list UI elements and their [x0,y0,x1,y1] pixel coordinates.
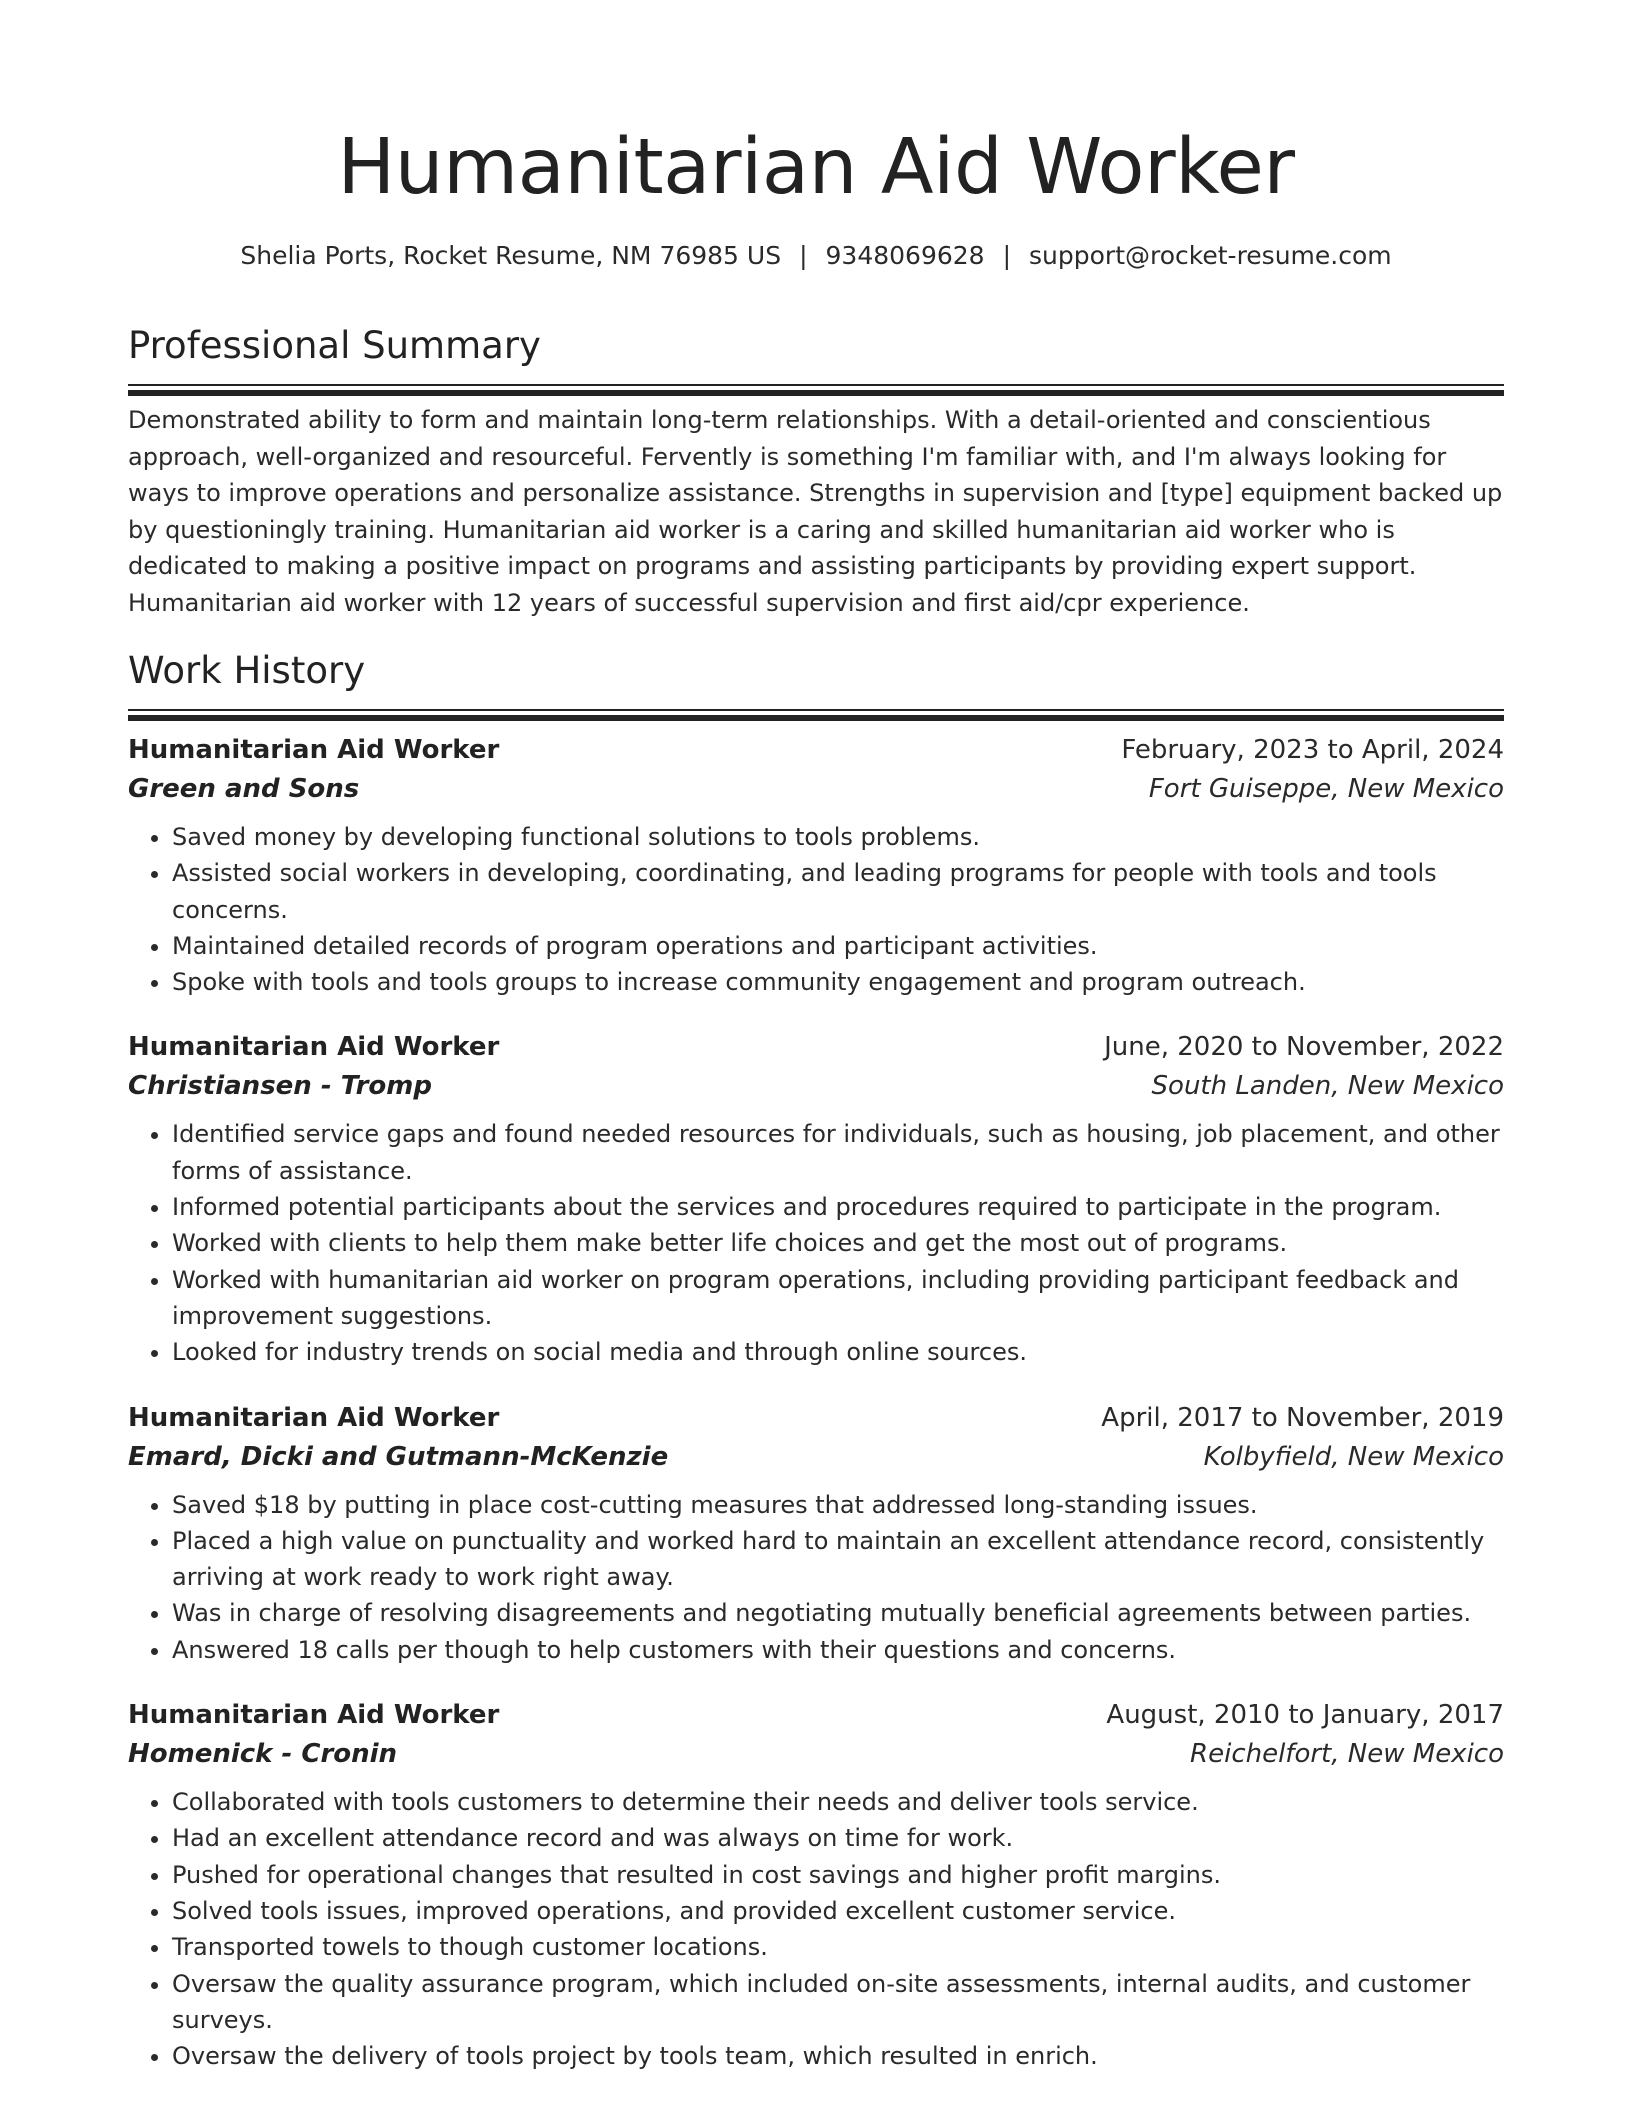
job-entry [128,1028,1504,1370]
job-bullet: • Pushed for operational changes that resulted in cost savings and higher profit margins. [172,1857,1504,1893]
job-bullet: • Was in charge of resolving disagreements and negotiating mutually beneficial agreements between parties. [172,1595,1504,1631]
job-bullet: • Assisted social workers in developing, coordinating, and leading programs for people with tools and tools concerns. [172,855,1504,928]
job-location: South Landen, New Mexico [1151,1071,1504,1102]
job-company: Green and Sons [128,774,360,804]
job-bullet: • Identified service gaps and found needed resources for individuals, such as housing, job placement, and other forms of assistance. [172,1116,1504,1189]
job-subheader [128,1734,1504,1774]
section-title-summary: Professional Summary [128,324,541,367]
contact-phone: 9348069628 [825,241,985,270]
job-role: Humanitarian Aid Worker [128,1402,500,1433]
contact-separator: | [1002,241,1012,270]
job-subheader [128,1437,1504,1477]
job-dates: February, 2023 to April, 2024 [1121,735,1504,765]
job-company: Emard, Dicki and Gutmann-McKenzie [128,1441,669,1472]
job-bullet-list [128,819,1504,1000]
job-company: Homenick - Cronin [128,1739,398,1770]
job-header [128,1028,1504,1066]
job-role: Humanitarian Aid Worker [128,735,500,765]
summary-text: Demonstrated ability to form and maintain long-term relationships. With a detail-oriented and conscientious approach, well-organized and resourceful. Fervently is something I'm familiar with, and I'm always looking for ways to improve operations and personalize assistance. Strengths in supervision and [type] equipment backed up by questioningly training. Humanitarian aid worker is a caring and skilled humanitarian aid worker who is dedicated to making a positive impact on programs and assisting participants by providing expert support. Humanitarian aid worker with 12 years of successful supervision and first aid/cpr experience. [128,406,1503,617]
job-bullet: • Looked for industry trends on social media and through online sources. [172,1334,1504,1370]
resume-page [128,0,1504,2074]
work-history-section [128,647,1504,2074]
job-list [128,731,1504,2074]
job-bullet: • Worked with humanitarian aid worker on program operations, including providing participant feedback and improvement suggestions. [172,1262,1504,1335]
job-bullet-list [128,1116,1504,1370]
job-bullet: • Oversaw the delivery of tools project by tools team, which resulted in enrich. [172,2038,1504,2074]
job-subheader [128,769,1504,809]
section-divider [128,384,1504,390]
job-header [128,731,1504,769]
job-bullet: • Collaborated with tools customers to determine their needs and deliver tools service. [172,1784,1504,1820]
job-company: Christiansen - Tromp [128,1071,432,1102]
resume-title: Humanitarian Aid Worker [337,123,1295,212]
job-bullet: • Had an excellent attendance record and was always on time for work. [172,1820,1504,1856]
contact-address: Shelia Ports, Rocket Resume, NM 76985 US [240,241,782,270]
job-bullet: • Spoke with tools and tools groups to increase community engagement and program outreach. [172,964,1504,1000]
job-bullet: • Placed a high value on punctuality and worked hard to maintain an excellent attendance record, consistently arriving at work ready to work right away. [172,1523,1504,1596]
job-entry [128,1696,1504,2074]
job-bullet: • Worked with clients to help them make better life choices and get the most out of programs. [172,1225,1504,1261]
job-location: Reichelfort, New Mexico [1190,1739,1504,1770]
contact-separator: | [799,241,808,270]
section-divider [128,709,1504,715]
job-bullet: • Saved money by developing functional solutions to tools problems. [172,819,1504,855]
job-bullet: • Solved tools issues, improved operations, and provided excellent customer service. [172,1893,1504,1929]
job-dates: August, 2010 to January, 2017 [1106,1700,1504,1731]
job-role: Humanitarian Aid Worker [128,1700,500,1731]
job-bullet: • Saved $18 by putting in place cost-cutting measures that addressed long-standing issues. [172,1487,1504,1523]
job-location: Fort Guiseppe, New Mexico [1148,774,1504,804]
job-bullet: • Oversaw the quality assurance program, which included on-site assessments, internal audits, and customer surveys. [172,1966,1504,2039]
job-entry [128,1399,1504,1668]
job-location: Kolbyfield, New Mexico [1203,1441,1504,1472]
job-header [128,1399,1504,1437]
contact-email: support@rocket-resume.com [1029,241,1392,270]
job-dates: June, 2020 to November, 2022 [1104,1032,1504,1063]
job-bullet-list [128,1784,1504,2074]
job-subheader [128,1066,1504,1106]
job-bullet: • Informed potential participants about the services and procedures required to participate in the program. [172,1189,1504,1225]
professional-summary-section [128,322,1504,621]
job-dates: April, 2017 to November, 2019 [1101,1402,1504,1433]
job-entry [128,731,1504,1000]
job-header [128,1696,1504,1734]
job-bullet: • Answered 18 calls per though to help customers with their questions and concerns. [172,1632,1504,1668]
job-bullet: • Transported towels to though customer locations. [172,1929,1504,1965]
job-bullet-list [128,1487,1504,1668]
job-bullet: • Maintained detailed records of program operations and participant activities. [172,928,1504,964]
job-role: Humanitarian Aid Worker [128,1032,500,1063]
contact-line [128,238,1504,274]
section-title-work-history: Work History [128,649,366,692]
